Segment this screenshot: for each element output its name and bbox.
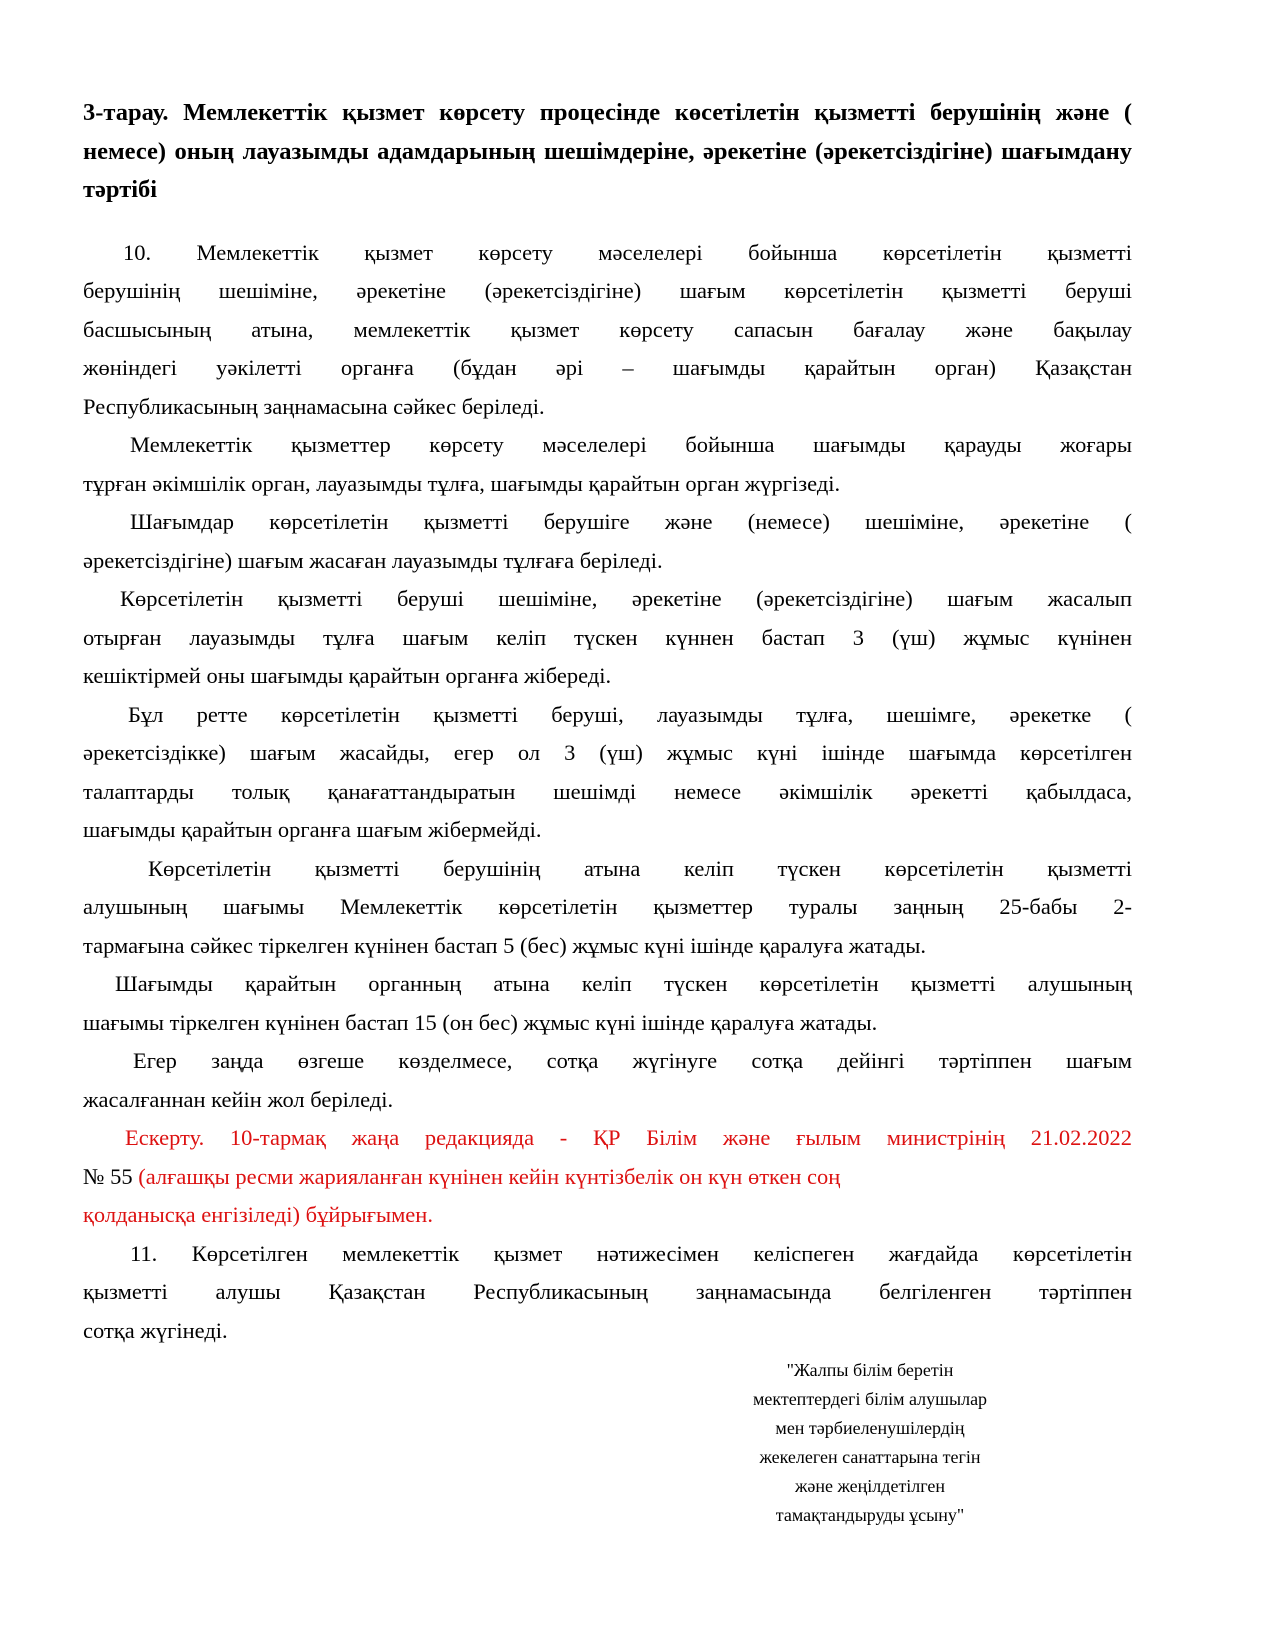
text-segment: басшысының атына, мемлекеттік қызмет көрсету сапасын бағалау және бақылау xyxy=(83,316,1132,342)
text-segment: сотқа жүгінеді. xyxy=(83,1317,228,1343)
para-org-deadline-15days xyxy=(83,965,1132,1042)
text-segment: Мемлекеттік қызметтер көрсету мәселелері бойынша шағымды қарауды жоғары xyxy=(130,432,1132,457)
text-segment: берушінің шешіміне, әрекетіне (әрекетсіздігіне) шағым көрсетілетін қызметті беруші xyxy=(83,278,1132,303)
para-11-court-appeal-line xyxy=(83,1273,1132,1312)
para-provider-deadline-5days-line xyxy=(83,927,1132,966)
para-provider-self-remedy-line xyxy=(83,696,1132,735)
chapter-heading-line xyxy=(83,94,1132,133)
text-segment: кешіктірмей оны шағымды қарайтын органға жібереді. xyxy=(83,663,612,688)
text-segment: жасалғаннан кейін жол беріледі. xyxy=(83,1086,394,1112)
para-org-deadline-15days-line xyxy=(83,965,1132,1004)
text-segment: отырған лауазымды тұлға шағым келіп түскен күннен бастап 3 (үш) жұмыс күнінен xyxy=(83,624,1132,650)
service-name-quote-line: тамақтандыруды ұсыну" xyxy=(775,1505,965,1525)
text-segment: шағымы тіркелген күнінен бастап 15 (он бес) жұмыс күні ішінде қаралуға жатады. xyxy=(83,1009,878,1035)
chapter-heading-line xyxy=(83,171,1132,210)
text-segment: тармағына сәйкес тіркелген күнінен бастап 5 (бес) жұмыс күні ішінде қаралуға жатады. xyxy=(83,932,927,958)
text-segment: Бұл ретте көрсетілетін қызметті беруші, лауазымды тұлға, шешімге, әрекетке ( xyxy=(128,701,1132,727)
text-segment: талаптарды толық қанағаттандыратын шешімді немесе әкімшілік әрекетті қабылдаса, xyxy=(83,778,1132,804)
para-11-court-appeal-line xyxy=(83,1235,1132,1274)
text-segment: әрекетсіздігіне) шағым жасаған лауазымды тұлғаға беріледі. xyxy=(83,547,663,573)
text-segment: 3-тарау. Мемлекеттік қызмет көрсету процесінде көсетілетін қызметті берушінің және ( xyxy=(83,99,1132,126)
para-provider-self-remedy-line xyxy=(83,734,1132,773)
text-segment: Ескерту. 10-тармақ жаңа редакцияда - ҚР Білім және ғылым министрінің 21.02.2022 xyxy=(125,1125,1132,1150)
para-provider-self-remedy-line xyxy=(83,773,1132,812)
para-court-precondition xyxy=(83,1042,1132,1119)
para-10-complaint-filing-line xyxy=(83,234,1132,273)
para-provider-deadline-5days-line xyxy=(83,888,1132,927)
para-appeal-review-bodies-line xyxy=(83,465,1132,504)
text-segment: Шағымдар көрсетілетін қызметті берушіге және (немесе) шешіміне, әрекетіне ( xyxy=(130,509,1132,534)
text-segment: Шағымды қарайтын органның атына келіп түскен көрсетілетін қызметті алушының xyxy=(115,971,1132,996)
text-segment: әрекетсіздікке) шағым жасайды, егер ол 3 (үш) жұмыс күні ішінде шағымда көрсетілген xyxy=(83,740,1132,765)
service-name-quote-line: мектептердегі білім алушылар xyxy=(752,1389,988,1409)
text-segment: тұрған әкімшілік орган, лауазымды тұлға, шағымды қарайтын орган жүргізеді. xyxy=(83,470,841,496)
para-11-court-appeal-line xyxy=(83,1312,1132,1351)
para-org-deadline-15days-line xyxy=(83,1004,1132,1043)
para-court-precondition-line xyxy=(83,1081,1132,1120)
para-provider-forwarding-3days-line xyxy=(83,580,1132,619)
quote-block xyxy=(720,1356,1020,1530)
text-segment: (алғашқы ресми жарияланған күнінен кейін күнтізбелік он күн өткен соң xyxy=(138,1163,841,1189)
amendment-note xyxy=(83,1119,1132,1235)
text-segment: немесе) оның лауазымды адамдарының шешімдеріне, әрекетіне (әрекетсіздігіне) шағымдану xyxy=(83,137,1132,165)
text-segment: қолданысқа енгізіледі) бұйрығымен. xyxy=(83,1202,433,1227)
para-provider-forwarding-3days-line xyxy=(83,657,1132,696)
document-body xyxy=(83,234,1132,1351)
text-segment: 10. Мемлекеттік қызмет көрсету мәселелері бойынша көрсетілетін қызметті xyxy=(123,239,1132,265)
service-name-quote-line: "Жалпы білім беретін xyxy=(786,1360,954,1380)
para-court-precondition-line xyxy=(83,1042,1132,1081)
para-provider-forwarding-3days xyxy=(83,580,1132,696)
para-provider-deadline-5days xyxy=(83,850,1132,966)
para-10-complaint-filing xyxy=(83,234,1132,427)
text-segment: 11. Көрсетілген мемлекеттік қызмет нәтижесімен келіспеген жағдайда көрсетілетін xyxy=(130,1240,1132,1266)
para-10-complaint-filing-line xyxy=(83,388,1132,427)
para-complaints-submission xyxy=(83,503,1132,580)
para-10-complaint-filing-line xyxy=(83,272,1132,311)
text-segment: тәртібі xyxy=(83,176,158,203)
service-name-quote-line: мен тәрбиеленушілердің xyxy=(775,1418,965,1438)
text-segment: Көрсетілетін қызметті берушінің атына келіп түскен көрсетілетін қызметті xyxy=(148,855,1132,881)
text-segment: № 55 xyxy=(83,1163,139,1189)
para-appeal-review-bodies xyxy=(83,426,1132,503)
amendment-note-line xyxy=(83,1119,1132,1158)
chapter-heading-line xyxy=(83,133,1132,172)
text-segment: Егер заңда өзгеше көзделмесе, сотқа жүгінуге сотқа дейінгі тәртіппен шағым xyxy=(133,1048,1132,1073)
text-segment: қызметті алушы Қазақстан Республикасының заңнамасында белгіленген тәртіппен xyxy=(83,1279,1132,1304)
para-11-court-appeal xyxy=(83,1235,1132,1351)
para-appeal-review-bodies-line xyxy=(83,426,1132,465)
text-segment: жөніндегі уәкілетті органға (бұдан әрі – шағымды қарайтын орган) Қазақстан xyxy=(83,355,1132,380)
text-segment: алушының шағымы Мемлекеттік көрсетілетін қызметтер туралы заңның 25-бабы 2- xyxy=(83,894,1132,919)
para-provider-deadline-5days-line xyxy=(83,850,1132,889)
para-provider-forwarding-3days-line xyxy=(83,619,1132,658)
service-name-quote-line: және жеңілдетілген xyxy=(794,1476,946,1496)
amendment-note-line xyxy=(83,1158,1132,1197)
text-segment: Көрсетілетін қызметті беруші шешіміне, әрекетіне (әрекетсіздігіне) шағым жасалып xyxy=(120,586,1132,611)
amendment-note-line xyxy=(83,1196,1132,1235)
document-heading xyxy=(83,94,1132,210)
para-provider-self-remedy-line xyxy=(83,811,1132,850)
para-complaints-submission-line xyxy=(83,542,1132,581)
para-provider-self-remedy xyxy=(83,696,1132,850)
chapter-heading xyxy=(83,94,1132,210)
para-10-complaint-filing-line xyxy=(83,311,1132,350)
para-10-complaint-filing-line xyxy=(83,349,1132,388)
service-name-quote-line: жекелеген санаттарына тегін xyxy=(759,1447,981,1467)
para-complaints-submission-line xyxy=(83,503,1132,542)
text-segment: Республикасының заңнамасына сәйкес беріледі. xyxy=(83,393,545,419)
text-segment: шағымды қарайтын органға шағым жібермейді. xyxy=(83,817,542,842)
